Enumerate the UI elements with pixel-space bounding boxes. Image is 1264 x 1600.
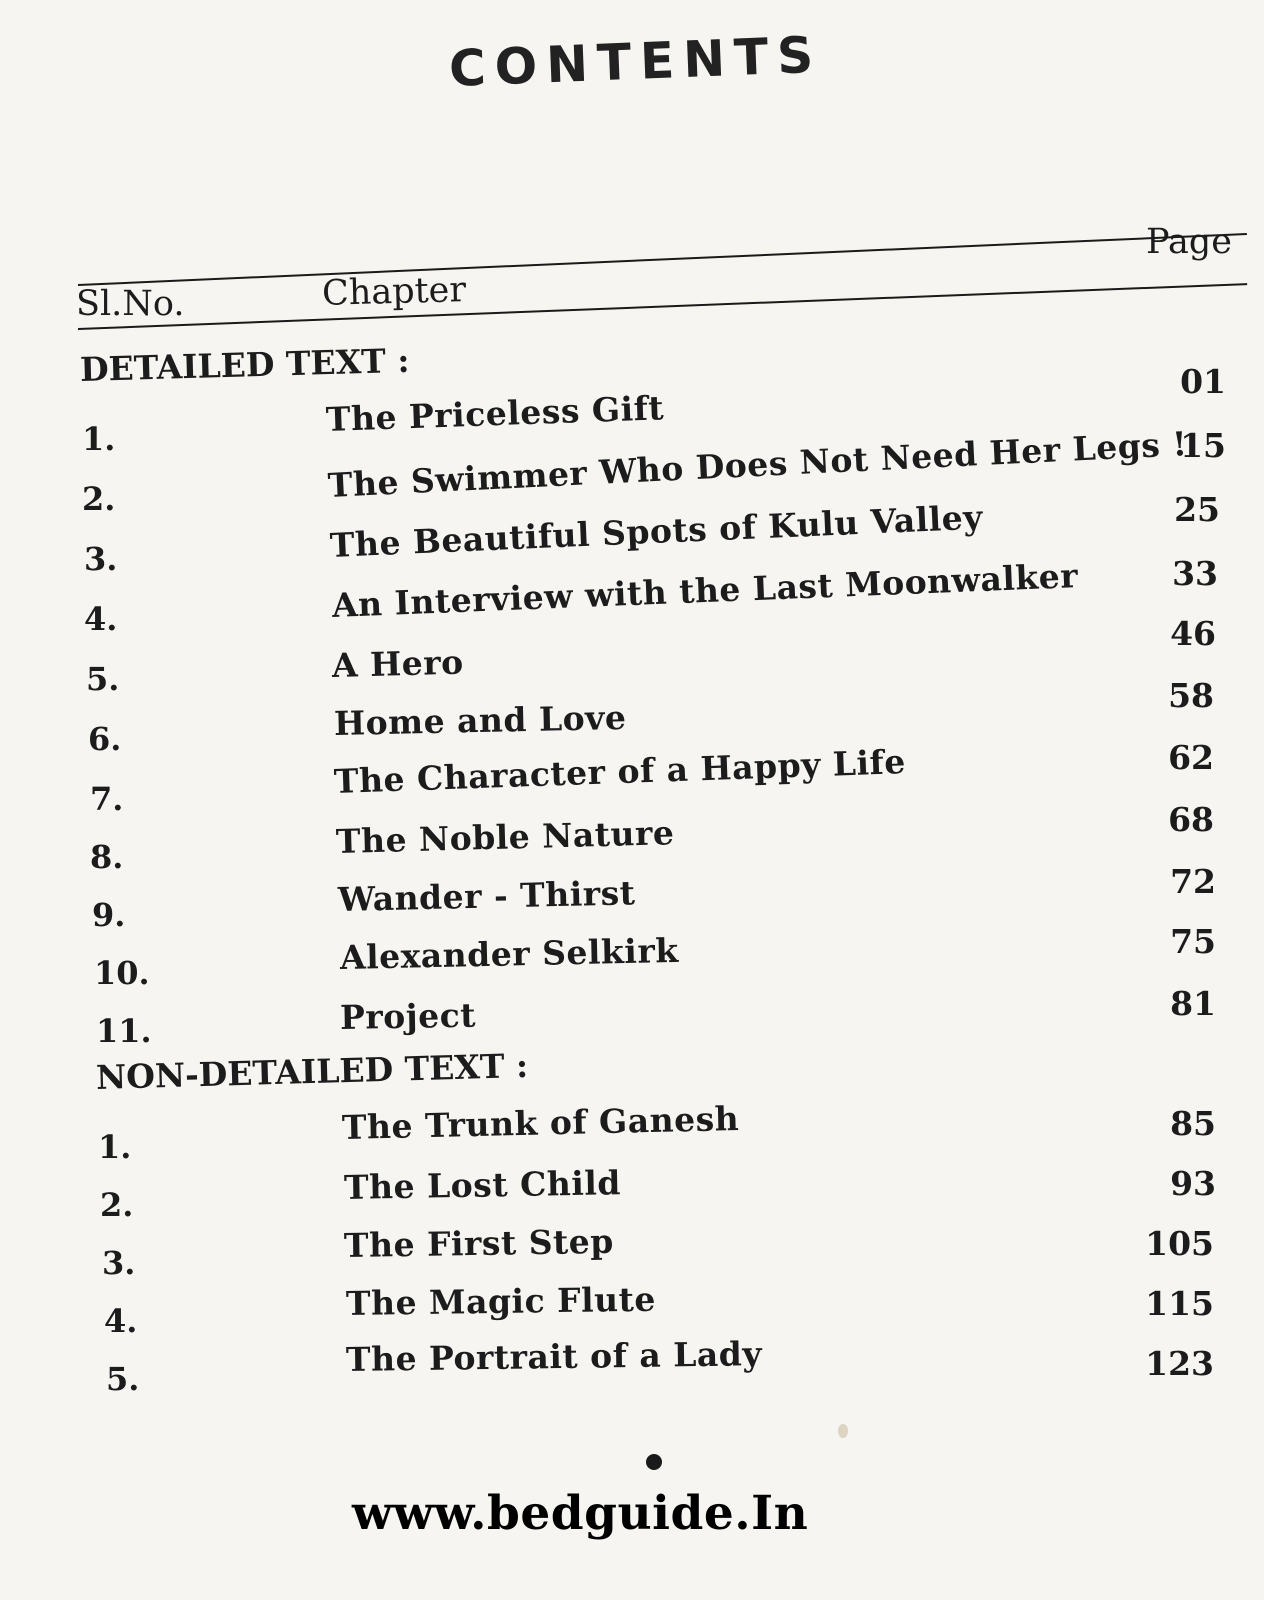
entry-page: 46 [1170,614,1216,653]
entry-page: 58 [1168,676,1214,715]
entry-chapter: The First Step [343,1221,615,1265]
header-rule-top [78,233,1247,286]
header-slno: Sl.No. [76,284,185,324]
entry-chapter: Wander - Thirst [337,873,636,919]
entry-page: 25 [1174,490,1220,529]
entry-number: 3. [84,540,118,578]
entry-chapter: The Noble Nature [335,813,675,861]
entry-number: 8. [90,838,124,876]
page-title: CONTENTS [448,25,824,98]
entry-number: 9. [92,896,126,934]
entry-number: 2. [100,1186,134,1224]
entry-page: 93 [1170,1164,1216,1203]
entry-number: 3. [102,1244,136,1282]
entry-number: 7. [90,780,124,818]
entry-number: 11. [96,1012,152,1050]
entry-page: 123 [1145,1344,1214,1383]
entry-number: 6. [88,720,122,758]
entry-number: 10. [94,954,150,992]
paper-speck [838,1424,848,1438]
header-rule-bottom [78,283,1247,330]
entry-page: 33 [1172,554,1218,593]
section-heading-detailed: DETAILED TEXT : [79,340,410,389]
footer-website: www.bedguide.In [352,1486,809,1541]
entry-number: 5. [106,1360,140,1398]
entry-chapter: The Lost Child [343,1163,622,1207]
entry-chapter: The Swimmer Who Does Not Need Her Legs ! [327,423,1189,505]
entry-number: 1. [98,1128,132,1166]
entry-page: 75 [1170,922,1216,961]
entry-number: 4. [104,1302,138,1340]
entry-chapter: The Character of a Happy Life [333,742,907,801]
entry-chapter: The Magic Flute [345,1279,657,1323]
entry-number: 2. [82,480,116,518]
entry-chapter: Home and Love [333,697,627,743]
entry-number: 5. [86,660,120,698]
entry-number: 4. [84,600,118,638]
entry-page: 72 [1170,862,1216,901]
section-heading-non-detailed: NON-DETAILED TEXT : [95,1045,529,1097]
entry-page: 85 [1170,1104,1216,1143]
entry-page: 15 [1180,426,1226,465]
entry-chapter: The Portrait of a Lady [345,1334,763,1379]
entry-chapter: The Priceless Gift [325,388,665,439]
entry-chapter: An Interview with the Last Moonwalker [331,556,1079,625]
entry-page: 81 [1170,984,1216,1023]
entry-page: 68 [1168,800,1214,839]
entry-chapter: The Beautiful Spots of Kulu Valley [329,497,984,565]
entry-number: 1. [82,420,116,458]
entry-chapter: Project [339,995,477,1037]
entry-page: 62 [1168,738,1214,777]
header-chapter: Chapter [321,270,467,314]
entry-chapter: Alexander Selkirk [339,930,679,977]
entry-chapter: A Hero [331,642,465,685]
entry-chapter: The Trunk of Ganesh [341,1098,740,1147]
entry-page: 105 [1145,1224,1214,1263]
entry-page: 01 [1180,362,1226,401]
header-page: Page [1146,222,1232,262]
entry-page: 115 [1145,1284,1214,1323]
bullet-dot [646,1454,662,1470]
